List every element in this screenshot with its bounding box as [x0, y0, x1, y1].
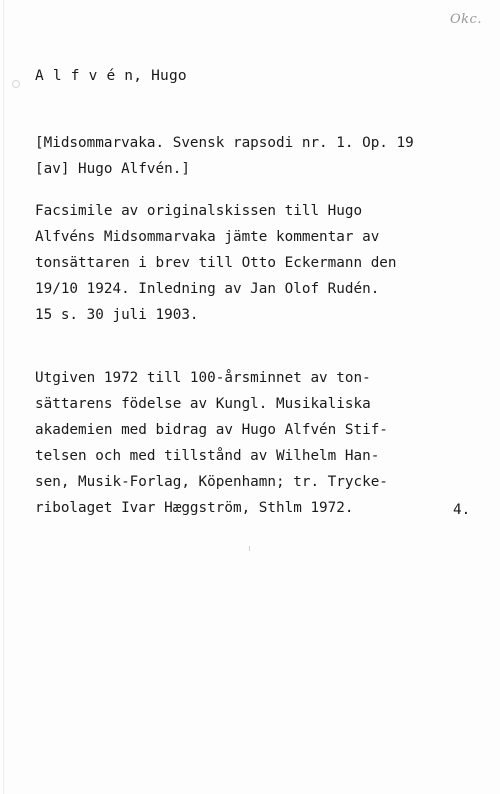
- author-heading: A l f v é n, Hugo: [35, 68, 187, 84]
- card-edge-line: [3, 0, 4, 794]
- title-statement: [Midsommarvaka. Svensk rapsodi nr. 1. Op. 19 [av] Hugo Alfvén.]: [35, 135, 414, 177]
- description-note: Facsimile av originalskissen till Hugo Alfvéns Midsommarvaka jämte kommentar av tonsättaren i brev till Otto Eckermann den 19/10 1924. Inledning av Jan Olof Rudén. 15 s. 30 juli 1903.: [35, 203, 397, 323]
- center-tick-mark: [249, 546, 250, 551]
- handwritten-annotation: Okc.: [450, 12, 482, 27]
- card-hole-mark: [12, 80, 20, 88]
- publication-note: Utgiven 1972 till 100-årsminnet av ton- sättarens födelse av Kungl. Musikaliska akademien med bidrag av Hugo Alfvén Stif- telsen och med tillstånd av Wilhelm Han- sen, Musik-Forlag, Köpenhamn; tr. Trycke- ribolaget Ivar Hæggström, Sthlm 1972.: [35, 370, 388, 516]
- format-note: 4.: [453, 502, 471, 518]
